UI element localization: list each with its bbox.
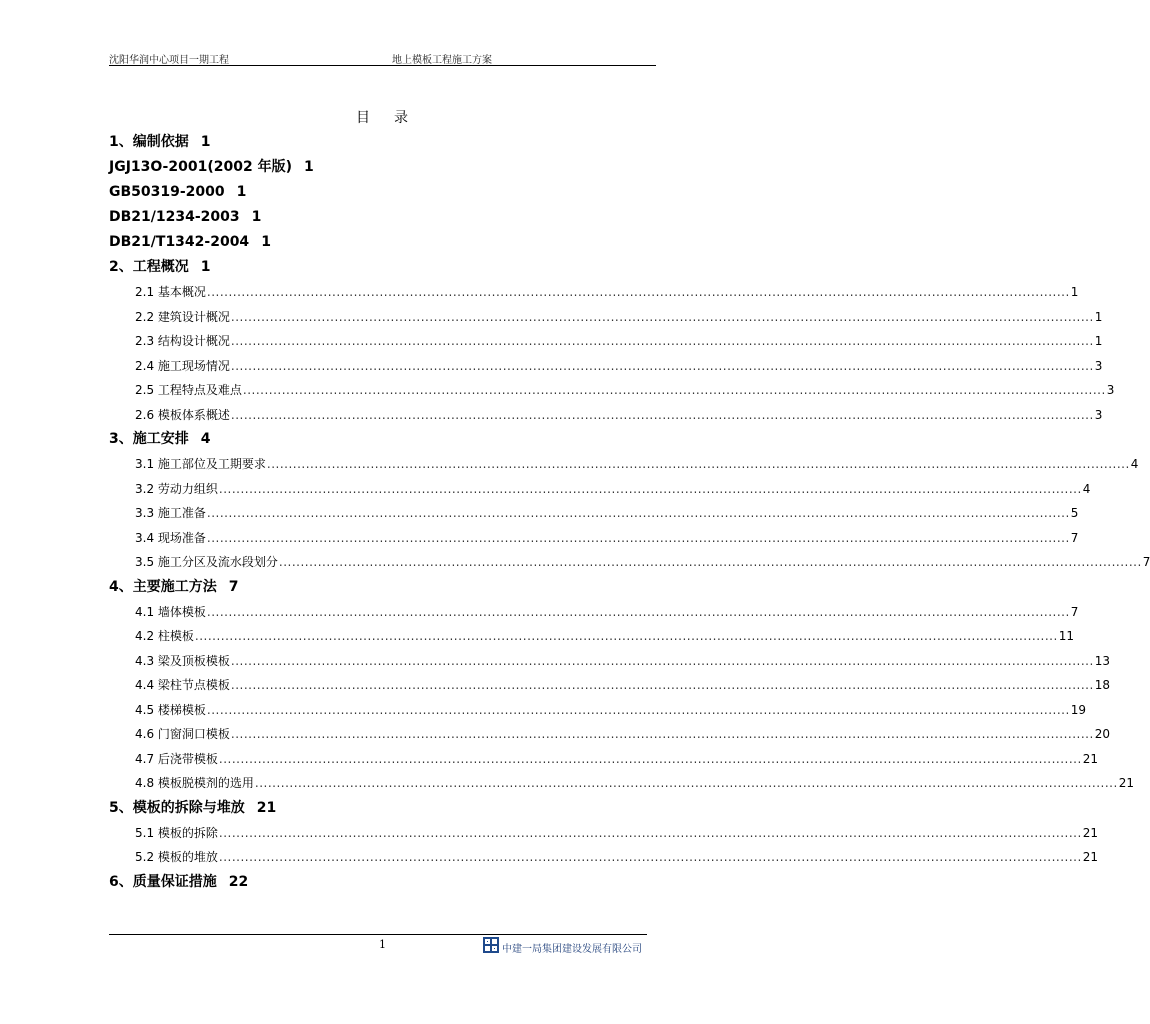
toc-heading-label: 3、施工安排	[109, 431, 189, 447]
toc-entry	[109, 773, 1135, 798]
toc-heading-page: 1	[236, 184, 247, 200]
toc-entry-label: 4.3 梁及顶板模板	[135, 653, 230, 668]
toc-heading	[109, 429, 659, 454]
page-number: 1	[379, 938, 386, 951]
toc-entry	[109, 651, 1111, 676]
toc-heading-page: 1	[251, 209, 262, 225]
toc-entry	[109, 307, 1103, 332]
toc-entry-label: 4.5 楼梯模板	[135, 702, 206, 717]
toc-leader-dots: ........................................................................................................................................................................................................	[266, 457, 1130, 471]
toc-heading-label: 5、模板的拆除与堆放	[109, 799, 245, 816]
toc-entry-page: 1	[1094, 334, 1103, 348]
toc-leader-dots: ........................................................................................................................................................................................................	[230, 407, 1094, 422]
toc-heading-label: DB21/T1342-2004	[109, 234, 250, 250]
toc-heading-page: 7	[228, 578, 239, 595]
toc-entry	[109, 626, 1075, 651]
toc-entry	[109, 700, 1087, 725]
toc-heading-label: JGJ13O-2001(2002 年版)	[109, 159, 292, 175]
toc-leader-dots: ........................................................................................................................................................................................................	[206, 702, 1070, 717]
toc-heading	[109, 157, 659, 182]
toc-leader-dots: ........................................................................................................................................................................................................	[230, 358, 1094, 373]
toc-leader-dots: ........................................................................................................................................................................................................	[206, 285, 1070, 299]
toc-leader-dots: ........................................................................................................................................................................................................	[230, 334, 1094, 348]
toc-entry-label: 3.3 施工准备	[135, 506, 206, 520]
toc-entry-label: 2.4 施工现场情况	[135, 358, 230, 373]
toc-entry-page: 3	[1094, 358, 1103, 373]
company-logo-icon	[483, 937, 499, 953]
toc-entry-page: 21	[1082, 825, 1099, 840]
toc-heading-label: DB21/1234-2003	[109, 209, 240, 225]
toc-entry-label: 5.1 模板的拆除	[135, 825, 218, 840]
toc-leader-dots: ........................................................................................................................................................................................................	[254, 776, 1118, 790]
toc-entry-label: 2.5 工程特点及难点	[135, 383, 242, 397]
toc-entry-label: 3.2 劳动力组织	[135, 481, 218, 496]
toc-entry-page: 3	[1106, 383, 1115, 397]
toc-entry-page: 21	[1118, 776, 1135, 790]
toc-leader-dots: ........................................................................................................................................................................................................	[230, 727, 1094, 741]
company-name: 中建一局集团建设发展有限公司	[502, 944, 642, 955]
toc-entry-label: 4.6 门窗洞口模板	[135, 727, 230, 741]
toc-entry-page: 4	[1082, 481, 1091, 496]
toc-entry-label: 4.7 后浇带模板	[135, 751, 218, 766]
toc-entry-label: 4.4 梁柱节点模板	[135, 678, 230, 692]
toc-entry	[109, 503, 1079, 528]
toc-entry	[109, 331, 1103, 356]
toc-heading	[109, 182, 659, 207]
page-header	[109, 50, 656, 66]
toc-leader-dots: ........................................................................................................................................................................................................	[218, 825, 1082, 840]
toc-entry	[109, 602, 1079, 627]
toc-heading	[109, 207, 659, 232]
table-of-contents	[109, 132, 1150, 897]
header-document-title: 地上模板工程施工方案	[392, 55, 492, 66]
toc-entry	[109, 282, 1079, 307]
toc-leader-dots: ........................................................................................................................................................................................................	[206, 530, 1070, 545]
toc-entry	[109, 724, 1111, 749]
toc-entry-page: 4	[1130, 457, 1139, 471]
toc-entry	[109, 405, 1103, 430]
toc-leader-dots: ........................................................................................................................................................................................................	[230, 309, 1094, 324]
toc-leader-dots: ........................................................................................................................................................................................................	[206, 604, 1070, 619]
toc-entry-label: 2.3 结构设计概况	[135, 334, 230, 348]
toc-entry-page: 7	[1142, 555, 1150, 569]
toc-entry-page: 13	[1094, 653, 1111, 668]
toc-heading-page: 4	[200, 431, 211, 447]
toc-entry-page: 18	[1094, 678, 1111, 692]
toc-leader-dots: ........................................................................................................................................................................................................	[206, 506, 1070, 520]
toc-entry-label: 4.8 模板脱模剂的选用	[135, 776, 254, 790]
toc-leader-dots: ........................................................................................................................................................................................................	[218, 850, 1082, 864]
toc-heading	[109, 577, 659, 602]
toc-entry	[109, 675, 1111, 700]
toc-entry-page: 5	[1070, 506, 1079, 520]
toc-leader-dots: ........................................................................................................................................................................................................	[230, 678, 1094, 692]
toc-title	[356, 107, 408, 127]
toc-entry	[109, 356, 1103, 381]
toc-entry-label: 3.1 施工部位及工期要求	[135, 457, 266, 471]
toc-entry-label: 2.6 模板体系概述	[135, 407, 230, 422]
footer-divider	[109, 934, 647, 935]
toc-heading	[109, 872, 659, 897]
toc-heading-label: 4、主要施工方法	[109, 578, 217, 595]
toc-entry	[109, 847, 1099, 872]
toc-leader-dots: ........................................................................................................................................................................................................	[230, 653, 1094, 668]
toc-entry-page: 7	[1070, 530, 1079, 545]
toc-leader-dots: ........................................................................................................................................................................................................	[194, 629, 1058, 643]
toc-leader-dots: ........................................................................................................................................................................................................	[242, 383, 1106, 397]
toc-heading-label: GB50319-2000	[109, 184, 225, 200]
toc-entry-page: 19	[1070, 702, 1087, 717]
toc-entry-page: 11	[1058, 629, 1075, 643]
toc-leader-dots: ........................................................................................................................................................................................................	[218, 481, 1082, 496]
toc-entry	[109, 823, 1099, 848]
toc-heading-page: 1	[200, 134, 211, 150]
toc-entry-label: 4.1 墙体模板	[135, 604, 206, 619]
toc-heading	[109, 257, 659, 282]
toc-entry	[109, 749, 1099, 774]
toc-entry-label: 3.4 现场准备	[135, 530, 206, 545]
toc-title-char-1: 目	[356, 110, 370, 126]
toc-entry-page: 7	[1070, 604, 1079, 619]
toc-leader-dots: ........................................................................................................................................................................................................	[278, 555, 1142, 569]
toc-entry-label: 2.2 建筑设计概况	[135, 309, 230, 324]
toc-entry-label: 3.5 施工分区及流水段划分	[135, 555, 278, 569]
toc-entry-page: 3	[1094, 407, 1103, 422]
toc-entry-page: 21	[1082, 850, 1099, 864]
toc-heading	[109, 132, 659, 157]
toc-entry-label: 4.2 柱模板	[135, 629, 194, 643]
toc-heading-label: 6、质量保证措施	[109, 873, 217, 890]
toc-heading-page: 22	[228, 873, 249, 890]
toc-entry-page: 20	[1094, 727, 1111, 741]
toc-heading-page: 1	[303, 159, 314, 175]
toc-entry	[109, 380, 1115, 405]
toc-heading-page: 21	[256, 799, 277, 816]
toc-entry-label: 2.1 基本概况	[135, 285, 206, 299]
toc-heading-page: 1	[261, 234, 271, 250]
toc-leader-dots: ........................................................................................................................................................................................................	[218, 751, 1082, 766]
toc-entry	[109, 479, 1091, 504]
toc-heading-page: 1	[200, 259, 211, 275]
header-project-name: 沈阳华润中心项目一期工程	[109, 55, 229, 66]
toc-entry	[109, 552, 1150, 577]
toc-heading	[109, 798, 659, 823]
toc-heading	[109, 232, 659, 257]
toc-entry-page: 1	[1094, 309, 1103, 324]
toc-entry-page: 21	[1082, 751, 1099, 766]
toc-heading-label: 1、编制依据	[109, 134, 189, 150]
toc-entry	[109, 454, 1139, 479]
toc-entry-label: 5.2 模板的堆放	[135, 850, 218, 864]
toc-entry	[109, 528, 1079, 553]
toc-entry-page: 1	[1070, 285, 1079, 299]
toc-heading-label: 2、工程概况	[109, 259, 189, 275]
toc-title-char-2: 录	[394, 110, 408, 126]
